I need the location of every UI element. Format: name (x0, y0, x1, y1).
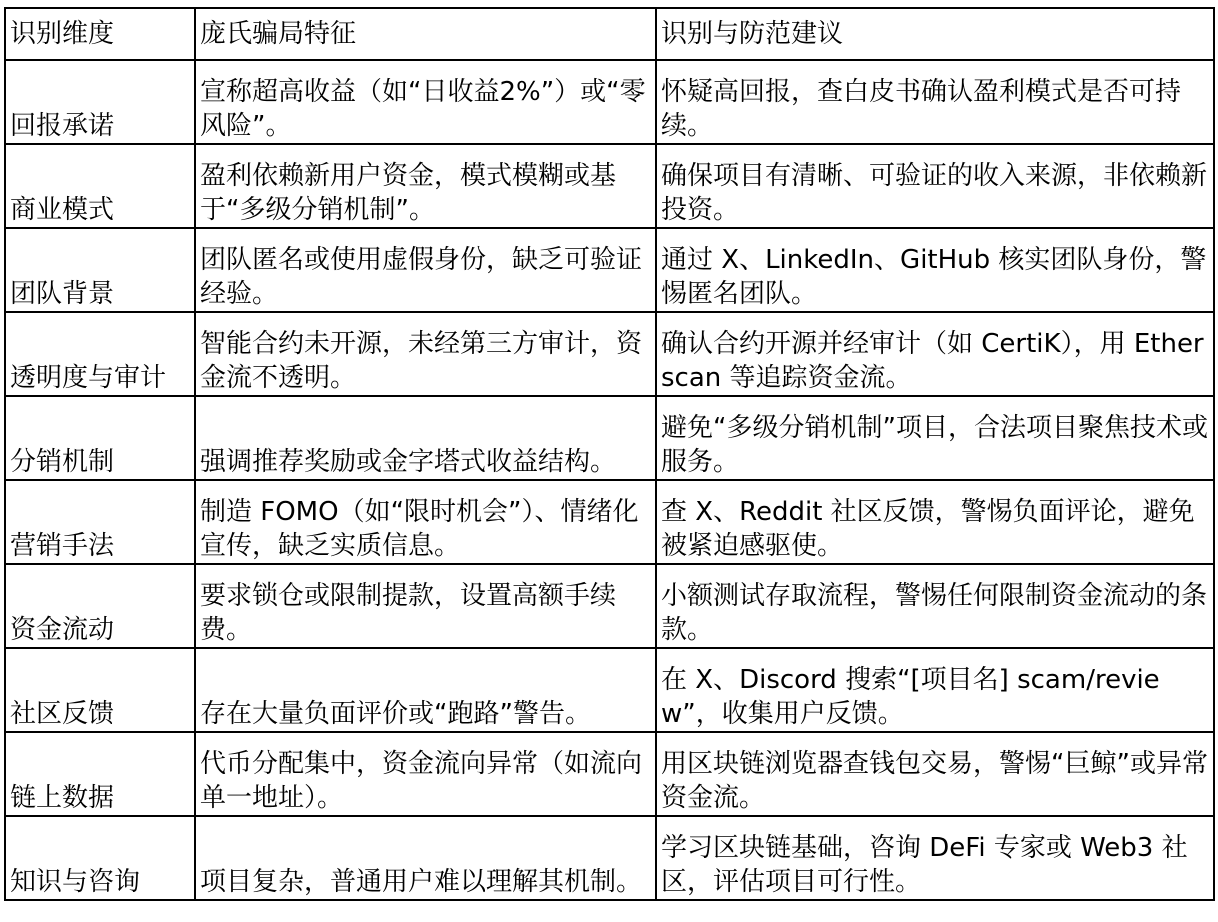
header-cell-advice: 识别与防范建议 (656, 8, 1214, 60)
cell-dimension: 链上数据 (5, 732, 195, 816)
cell-feature: 团队匿名或使用虚假身份，缺乏可验证经验。 (195, 228, 656, 312)
cell-feature: 强调推荐奖励或金字塔式收益结构。 (195, 396, 656, 480)
table-row (5, 732, 1214, 816)
cell-advice: 怀疑高回报，查白皮书确认盈利模式是否可持续。 (656, 60, 1214, 144)
table-row (5, 648, 1214, 732)
cell-feature: 盈利依赖新用户资金，模式模糊或基于“多级分销机制”。 (195, 144, 656, 228)
cell-feature: 存在大量负面评价或“跑路”警告。 (195, 648, 656, 732)
header-cell-ponzi-features: 庞氏骗局特征 (195, 8, 656, 60)
cell-feature: 宣称超高收益（如“日收益2%”）或“零风险”。 (195, 60, 656, 144)
cell-advice: 确保项目有清晰、可验证的收入来源，非依赖新投资。 (656, 144, 1214, 228)
cell-dimension: 透明度与审计 (5, 312, 195, 396)
table-row (5, 396, 1214, 480)
comparison-table-container (4, 7, 1213, 901)
cell-feature: 要求锁仓或限制提款，设置高额手续费。 (195, 564, 656, 648)
cell-advice: 小额测试存取流程，警惕任何限制资金流动的条款。 (656, 564, 1214, 648)
cell-dimension: 回报承诺 (5, 60, 195, 144)
cell-dimension: 分销机制 (5, 396, 195, 480)
cell-dimension: 营销手法 (5, 480, 195, 564)
table-row (5, 144, 1214, 228)
cell-advice: 用区块链浏览器查钱包交易，警惕“巨鲸”或异常资金流。 (656, 732, 1214, 816)
cell-advice: 通过 X、LinkedIn、GitHub 核实团队身份，警惕匿名团队。 (656, 228, 1214, 312)
table-row (5, 816, 1214, 900)
cell-advice: 学习区块链基础，咨询 DeFi 专家或 Web3 社区，评估项目可行性。 (656, 816, 1214, 900)
cell-feature: 制造 FOMO（如“限时机会”）、情绪化宣传，缺乏实质信息。 (195, 480, 656, 564)
cell-feature: 项目复杂，普通用户难以理解其机制。 (195, 816, 656, 900)
cell-advice: 确认合约开源并经审计（如 CertiK），用 Etherscan 等追踪资金流。 (656, 312, 1214, 396)
table-row (5, 228, 1214, 312)
cell-feature: 代币分配集中，资金流向异常（如流向单一地址）。 (195, 732, 656, 816)
table-row (5, 60, 1214, 144)
table-row (5, 564, 1214, 648)
cell-dimension: 团队背景 (5, 228, 195, 312)
cell-advice: 在 X、Discord 搜索“[项目名] scam/review”，收集用户反馈。 (656, 648, 1214, 732)
cell-dimension: 资金流动 (5, 564, 195, 648)
cell-advice: 避免“多级分销机制”项目，合法项目聚焦技术或服务。 (656, 396, 1214, 480)
table-row (5, 312, 1214, 396)
ponzi-scheme-identification-table (4, 7, 1215, 901)
header-cell-dimension: 识别维度 (5, 8, 195, 60)
table-header-row (5, 8, 1214, 60)
cell-feature: 智能合约未开源，未经第三方审计，资金流不透明。 (195, 312, 656, 396)
table-row (5, 480, 1214, 564)
cell-dimension: 商业模式 (5, 144, 195, 228)
cell-dimension: 知识与咨询 (5, 816, 195, 900)
cell-advice: 查 X、Reddit 社区反馈，警惕负面评论，避免被紧迫感驱使。 (656, 480, 1214, 564)
cell-dimension: 社区反馈 (5, 648, 195, 732)
